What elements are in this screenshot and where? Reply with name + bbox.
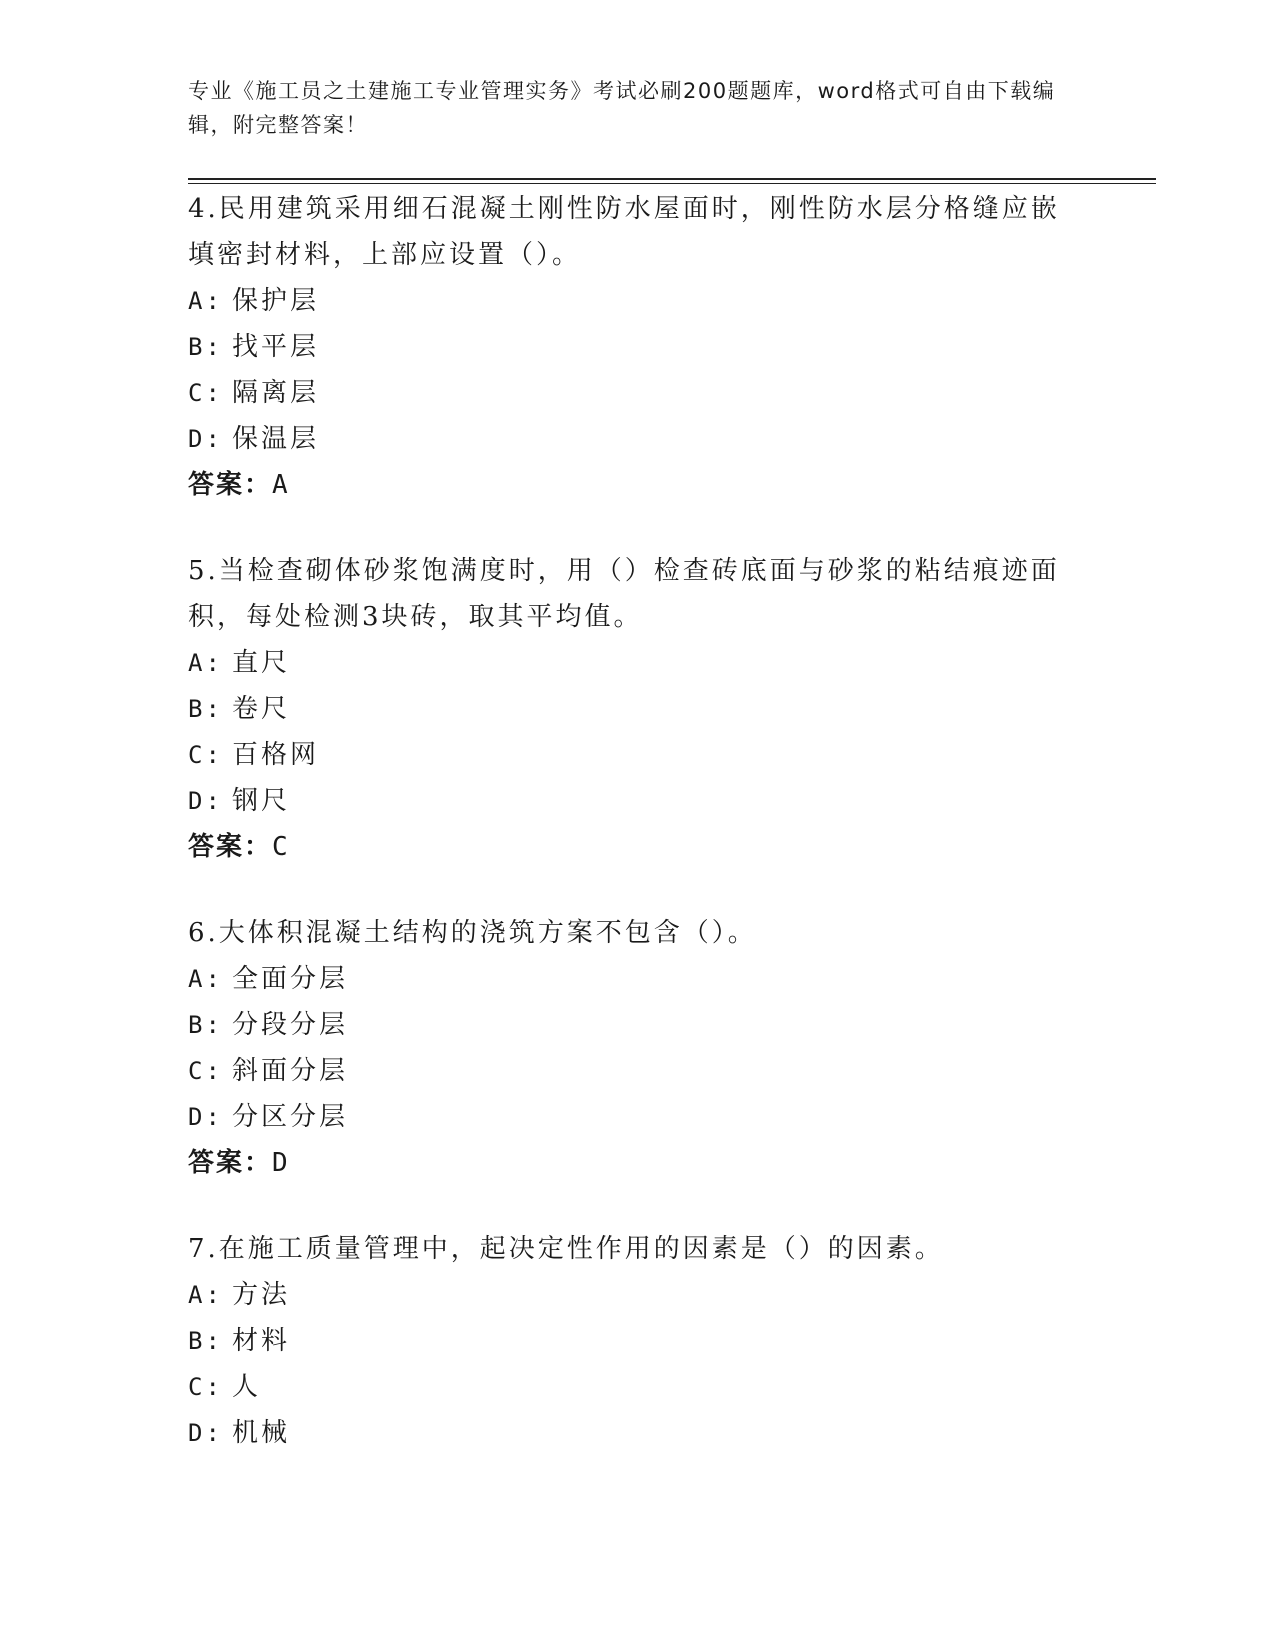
- option-text: 斜面分层: [232, 1056, 349, 1086]
- answer-line: [188, 1140, 1068, 1186]
- question-6: [188, 910, 1068, 1186]
- option-a: [188, 1272, 1068, 1318]
- option-text: 直尺: [232, 648, 291, 678]
- question-stem: 6.大体积混凝土结构的浇筑方案不包含（）。: [188, 918, 757, 948]
- question-stem: 7.在施工质量管理中，起决定性作用的因素是（）的因素。: [188, 1234, 944, 1264]
- option-text: 找平层: [232, 332, 320, 362]
- answer-label: 答案：: [188, 470, 273, 500]
- option-text: 卷尺: [232, 694, 291, 724]
- option-c: [188, 1048, 1068, 1094]
- option-d: [188, 778, 1068, 824]
- option-letter: D:: [188, 1419, 223, 1447]
- option-letter: C:: [188, 379, 223, 407]
- option-letter: C:: [188, 1057, 223, 1085]
- question-5: [188, 548, 1068, 870]
- option-a: [188, 640, 1068, 686]
- answer-value: A: [272, 470, 290, 500]
- option-letter: D:: [188, 787, 223, 815]
- option-d: [188, 416, 1068, 462]
- question-7: [188, 1226, 1068, 1456]
- option-a: [188, 278, 1068, 324]
- question-stem: 5.当检查砌体砂浆饱满度时，用（）检查砖底面与砂浆的粘结痕迹面积，每处检测3块砖，取其平均值。: [188, 556, 1060, 632]
- option-letter: B:: [188, 695, 223, 723]
- option-d: [188, 1094, 1068, 1140]
- answer-line: [188, 462, 1068, 508]
- option-text: 材料: [232, 1326, 291, 1356]
- option-c: [188, 370, 1068, 416]
- option-letter: C:: [188, 1373, 223, 1401]
- document-header: 专业《施工员之土建施工专业管理实务》考试必刷200题题库，word格式可自由下载编辑，附完整答案！: [188, 79, 1056, 137]
- answer-label: 答案：: [188, 832, 273, 862]
- option-letter: A:: [188, 1281, 223, 1309]
- answer-label: 答案：: [188, 1148, 273, 1178]
- option-text: 全面分层: [232, 964, 349, 994]
- option-letter: B:: [188, 333, 223, 361]
- option-c: [188, 1364, 1068, 1410]
- option-text: 分段分层: [232, 1010, 349, 1040]
- option-letter: B:: [188, 1011, 223, 1039]
- option-letter: A:: [188, 649, 223, 677]
- option-a: [188, 956, 1068, 1002]
- option-text: 保温层: [232, 424, 320, 454]
- option-text: 百格网: [232, 740, 320, 770]
- option-b: [188, 686, 1068, 732]
- option-text: 保护层: [232, 286, 320, 316]
- option-letter: B:: [188, 1327, 223, 1355]
- header-rule-thick: [188, 178, 1156, 180]
- option-d: [188, 1410, 1068, 1456]
- option-letter: A:: [188, 287, 223, 315]
- option-text: 隔离层: [232, 378, 320, 408]
- option-b: [188, 324, 1068, 370]
- question-4: [188, 186, 1068, 508]
- option-b: [188, 1318, 1068, 1364]
- option-letter: C:: [188, 741, 223, 769]
- option-letter: A:: [188, 965, 223, 993]
- option-text: 人: [232, 1372, 262, 1402]
- question-stem: 4.民用建筑采用细石混凝土刚性防水屋面时，刚性防水层分格缝应嵌填密封材料，上部应设置（）。: [188, 194, 1060, 270]
- option-b: [188, 1002, 1068, 1048]
- option-text: 分区分层: [232, 1102, 349, 1132]
- option-text: 钢尺: [232, 786, 291, 816]
- option-letter: D:: [188, 425, 223, 453]
- option-c: [188, 732, 1068, 778]
- option-text: 机械: [232, 1418, 291, 1448]
- option-letter: D:: [188, 1103, 223, 1131]
- header-rule-thin: [188, 183, 1156, 184]
- answer-value: D: [272, 1148, 290, 1178]
- option-text: 方法: [232, 1280, 291, 1310]
- answer-line: [188, 824, 1068, 870]
- answer-value: C: [272, 832, 290, 862]
